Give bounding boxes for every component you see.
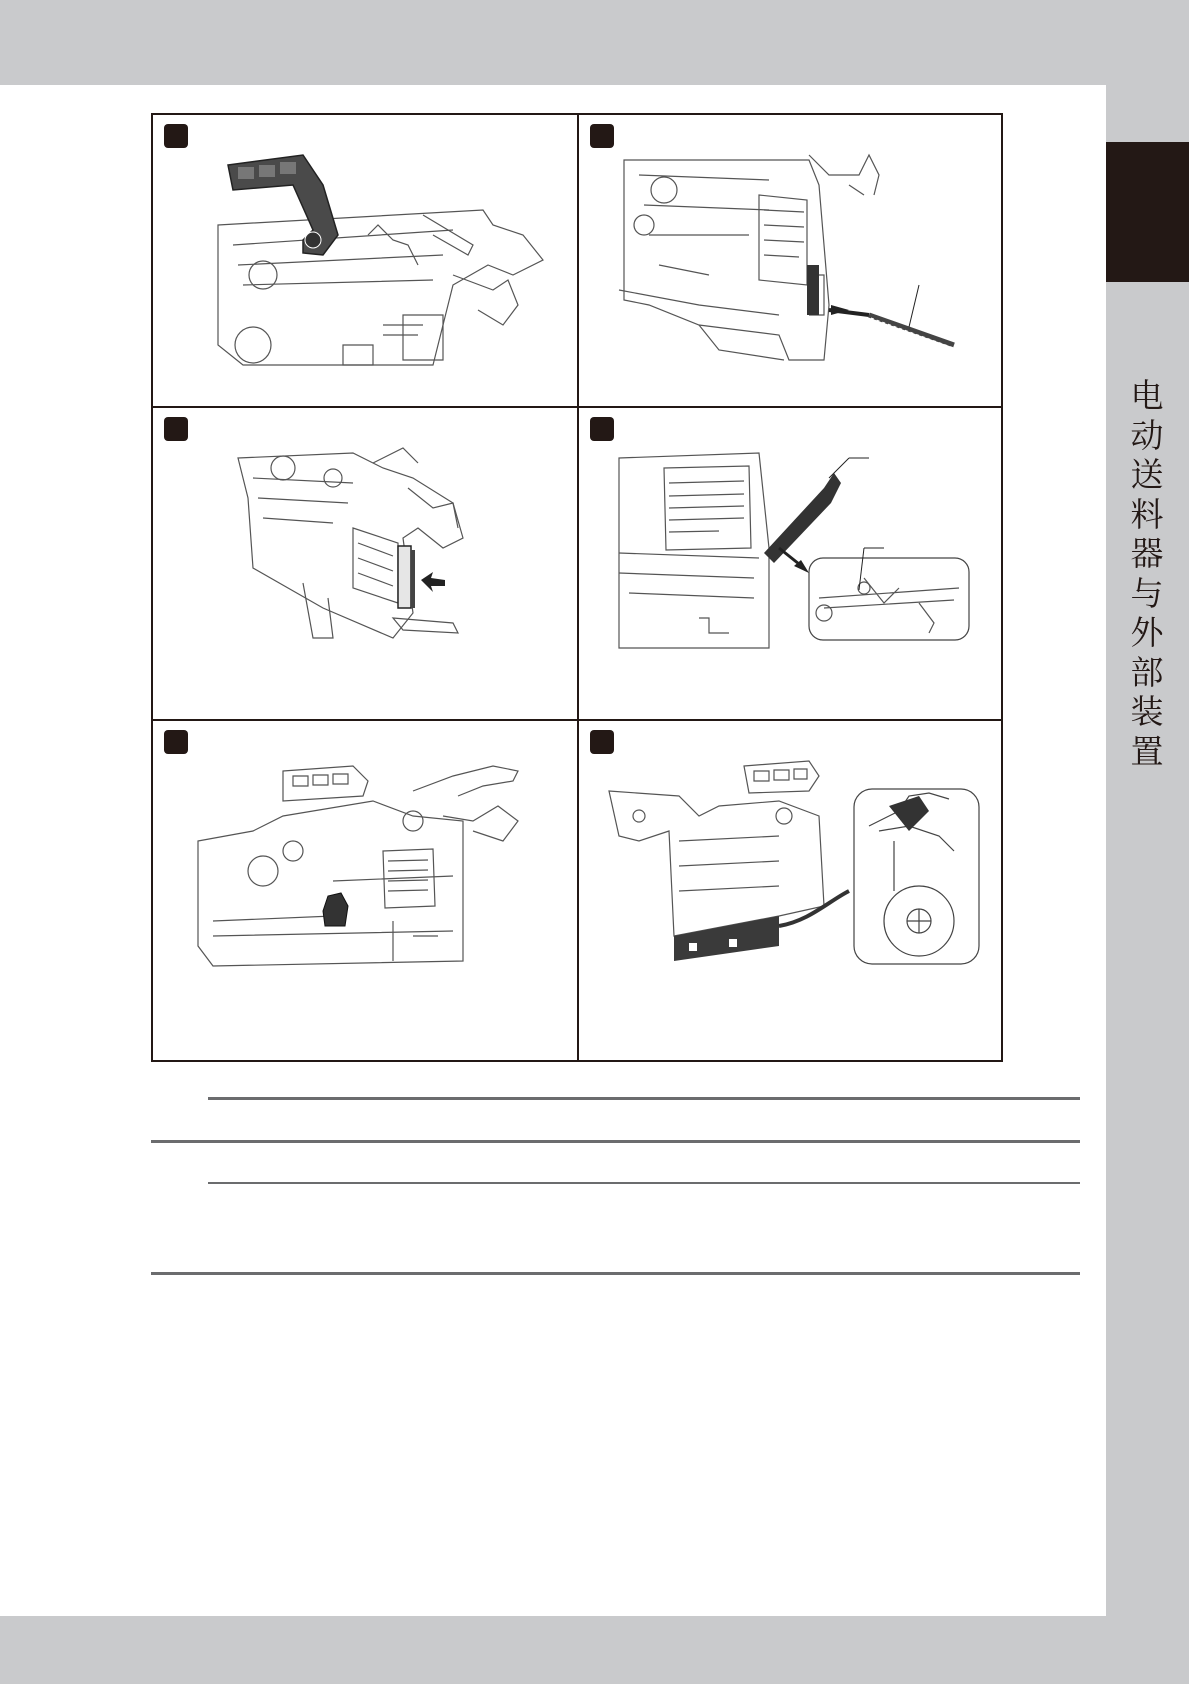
sensor-cover-illustration bbox=[153, 408, 577, 719]
chapter-tab-marker bbox=[1106, 142, 1189, 282]
table-top-rule bbox=[208, 1097, 1080, 1100]
tool-adjustment-illustration bbox=[579, 408, 1001, 719]
step-cell-6 bbox=[579, 721, 1001, 1060]
table-inner-rule bbox=[208, 1182, 1080, 1184]
step-cell-5 bbox=[153, 721, 577, 1060]
procedure-figure-grid bbox=[151, 113, 1003, 1062]
step-cell-3 bbox=[153, 408, 577, 719]
table-row-rule bbox=[151, 1140, 1080, 1143]
feeder-overview-illustration bbox=[153, 721, 577, 1060]
feeder-handle-illustration bbox=[153, 115, 577, 406]
chapter-side-title: 电动送料器与外部装置 bbox=[1130, 376, 1164, 771]
top-header-band bbox=[0, 0, 1189, 85]
table-bottom-rule bbox=[151, 1272, 1080, 1275]
right-margin-strip bbox=[1106, 85, 1189, 1616]
reel-mounting-illustration bbox=[579, 721, 1001, 1060]
step-cell-4 bbox=[579, 408, 1001, 719]
tape-insertion-illustration bbox=[579, 115, 1001, 406]
bottom-footer-band bbox=[0, 1616, 1189, 1684]
step-cell-1 bbox=[153, 115, 577, 406]
step-cell-2 bbox=[579, 115, 1001, 406]
